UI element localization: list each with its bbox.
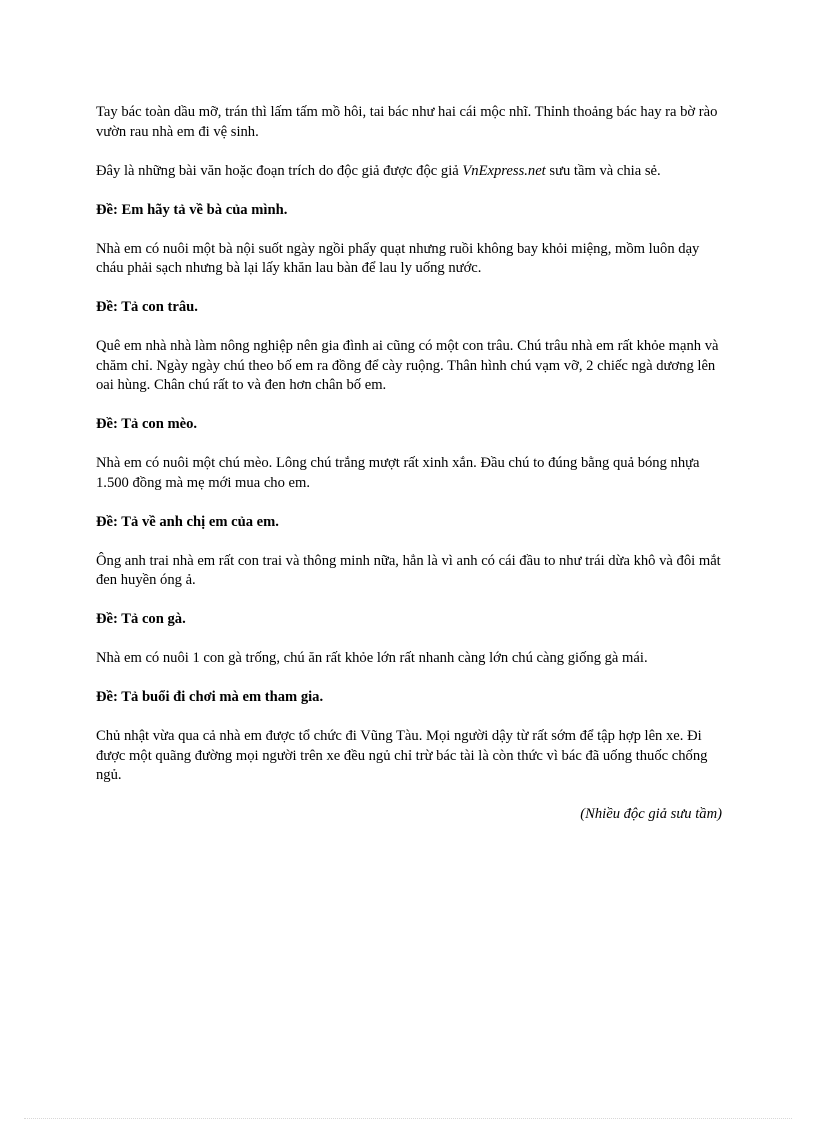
paragraph: Ông anh trai nhà em rất con trai và thông minh nữa, hẳn là vì anh có cái đầu to như trái dừa khô và đôi mắt đen huyền óng ả. [96,552,721,588]
intro-text: Đây là những bài văn hoặc đoạn trích do độc giả được độc giả [96,162,463,179]
intro-text-end: sưu tầm và chia sẻ. [545,162,661,179]
paragraph: Tay bác toàn dầu mỡ, trán thì lấm tấm mồ hôi, tai bác như hai cái mộc nhĩ. Thỉnh thoảng bác hay ra bờ rào vườn rau nhà em đi vệ sinh. [96,104,718,140]
section-heading: Đề: Tả con mèo. [96,416,198,432]
section-heading: Đề: Em hãy tả về bà của mình. [96,201,288,218]
source-name: VnExpress.net [462,162,546,179]
page-bottom-divider [24,1118,792,1119]
document-body [96,103,722,825]
paragraph: Quê em nhà nhà làm nông nghiệp nên gia đình ai cũng có một con trâu. Chú trâu nhà em rất khỏe mạnh và chăm chỉ. Ngày ngày chú theo bố em ra đồng để cày ruộng. Thân hình chú vạm vỡ, 2 chiếc ngà dương lên oai hùng. Chân chú rất to và đen hơn chân bố em. [96,338,719,393]
paragraph: Nhà em có nuôi một chú mèo. Lông chú trắng mượt rất xinh xắn. Đầu chú to đúng bằng quả bóng nhựa 1.500 đồng mà mẹ mới mua cho em. [96,455,700,491]
signature: (Nhiều độc giả sưu tầm) [580,806,722,822]
section-heading: Đề: Tả về anh chị em của em. [96,513,279,530]
section-heading: Đề: Tả con trâu. [96,299,198,315]
paragraph: Nhà em có nuôi một bà nội suốt ngày ngồi phẩy quạt nhưng ruồi không bay khỏi miệng, mồm luôn dạy cháu phải sạch nhưng bà lại lấy khăn lau bàn để lau ly uống nước. [96,240,700,276]
section-heading: Đề: Tả buổi đi chơi mà em tham gia. [96,689,324,705]
paragraph: Chủ nhật vừa qua cả nhà em được tổ chức đi Vũng Tàu. Mọi người dậy từ rất sớm để tập hợp lên xe. Đi được một quãng đường mọi người trên xe đều ngủ chỉ trừ bác tài là còn thức vì bác đã uống thuốc chống ngủ. [96,728,708,783]
intro-paragraph [96,162,722,182]
paragraph: Nhà em có nuôi 1 con gà trống, chú ăn rất khỏe lớn rất nhanh càng lớn chú càng giống gà mái. [96,650,648,666]
section-heading: Đề: Tả con gà. [96,611,186,627]
